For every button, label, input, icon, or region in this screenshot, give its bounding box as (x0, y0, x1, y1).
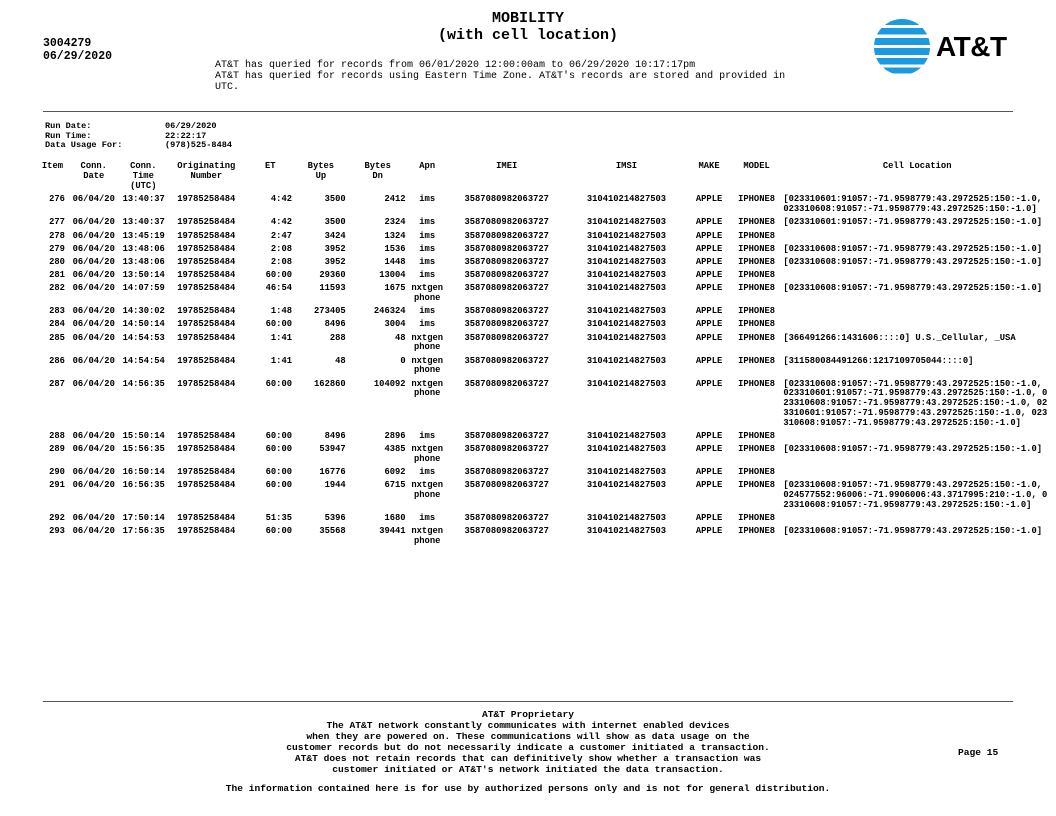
table-row (38, 284, 1053, 307)
imsi-cell: 310410214827503 (586, 283, 667, 294)
model-cell: IPHONE8 (738, 526, 776, 537)
table-row (38, 245, 1053, 258)
bytes-up-cell: 8496 (324, 431, 346, 442)
originating-number-cell: 19785258484 (177, 306, 236, 317)
originating-number-cell: 19785258484 (177, 431, 236, 442)
table-row (38, 218, 1053, 231)
notice-line: customer initiated or AT&T's network initiated the data transaction. (332, 764, 724, 775)
bytes-dn-cell: 0 (400, 355, 406, 366)
originating-number-cell: 19785258484 (177, 319, 236, 330)
originating-number-cell: 19785258484 (177, 217, 236, 228)
originating-number-cell: 19785258484 (177, 355, 236, 366)
att-logo-text: AT&T (936, 31, 1007, 62)
model-cell: IPHONE8 (738, 480, 776, 491)
apn-cell: ims (419, 194, 436, 205)
item-cell: 285 (49, 332, 65, 343)
bytes-up-cell: 35568 (319, 526, 346, 537)
originating-number-cell: 19785258484 (177, 526, 236, 537)
bytes-up-cell: 3424 (324, 230, 346, 241)
cell-location-cell: [023310608:91057:-71.9598779:43.2972525:150:-1.0] (783, 256, 1043, 267)
originating-number-cell: 19785258484 (177, 467, 236, 478)
conn-time-cell: 16:56:35 (122, 480, 165, 491)
cell-location-cell: [023310601:91057:-71.9598779:43.2972525:150:-1.0, 023310608:91057:-71.9598779:43.2972525:150:-1.0] (783, 194, 1043, 215)
et-cell: 2:08 (270, 256, 293, 267)
make-cell: APPLE (695, 480, 723, 491)
footer-divider (43, 701, 1013, 702)
imei-cell: 3587080982063727 (464, 319, 549, 330)
query-description (215, 60, 855, 93)
table-row (38, 320, 1053, 333)
att-globe-icon (872, 17, 932, 77)
imei-cell: 3587080982063727 (464, 243, 549, 254)
model-cell: IPHONE8 (738, 355, 776, 366)
col-imsi: IMSI (615, 161, 638, 171)
apn-cell: nxtgenphone (411, 355, 444, 376)
conn-time-cell: 14:56:35 (122, 378, 165, 389)
make-cell: APPLE (695, 256, 723, 267)
col-conn-time: Conn. Time (UTC) (130, 161, 157, 191)
imsi-cell: 310410214827503 (586, 217, 667, 228)
conn-date-cell: 06/04/20 (72, 431, 115, 442)
originating-number-cell: 19785258484 (177, 243, 236, 254)
et-cell: 2:08 (270, 243, 293, 254)
page-number: Page 15 (958, 747, 999, 758)
item-cell: 293 (49, 526, 65, 537)
conn-date-cell: 06/04/20 (72, 480, 115, 491)
make-cell: APPLE (695, 513, 723, 524)
item-cell: 292 (49, 513, 65, 524)
imsi-cell: 310410214827503 (586, 256, 667, 267)
col-bytes-dn: Bytes Dn (364, 161, 391, 181)
item-cell: 282 (49, 283, 65, 294)
bytes-dn-cell: 6715 (384, 480, 406, 491)
bytes-up-cell: 53947 (319, 444, 346, 455)
item-cell: 280 (49, 256, 65, 267)
apn-cell: ims (419, 256, 436, 267)
imei-cell: 3587080982063727 (464, 194, 549, 205)
imei-cell: 3587080982063727 (464, 355, 549, 366)
table-row (38, 445, 1053, 468)
imsi-cell: 310410214827503 (586, 243, 667, 254)
conn-time-cell: 13:50:14 (122, 270, 165, 281)
distribution-disclaimer: The information contained here is for use by authorized persons only and is not for general distribution. (225, 783, 831, 794)
query-line-3: UTC. (215, 82, 240, 93)
conn-date-cell: 06/04/20 (72, 217, 115, 228)
make-cell: APPLE (695, 230, 723, 241)
model-cell: IPHONE8 (738, 467, 776, 478)
bytes-dn-cell: 6092 (384, 467, 406, 478)
conn-time-cell: 16:50:14 (122, 467, 165, 478)
originating-number-cell: 19785258484 (177, 270, 236, 281)
cell-location-cell (781, 307, 1053, 320)
bytes-dn-cell: 1675 (384, 283, 406, 294)
conn-date-cell: 06/04/20 (72, 513, 115, 524)
att-logo (872, 17, 1012, 77)
col-bytes-up: Bytes Up (307, 161, 335, 181)
bytes-up-cell: 288 (329, 332, 346, 343)
bytes-up-cell: 48 (335, 355, 346, 366)
cell-location-cell: [023310608:91057:-71.9598779:43.2972525:150:-1.0] (783, 526, 1043, 537)
bytes-dn-cell: 4385 (384, 444, 406, 455)
make-cell: APPLE (695, 467, 723, 478)
notice-line: customer records but do not necessarily indicate a customer initiated a transaction. (286, 742, 770, 753)
apn-cell: ims (419, 431, 436, 442)
item-cell: 278 (49, 230, 65, 241)
conn-date-cell: 06/04/20 (72, 270, 115, 281)
et-cell: 60:00 (265, 480, 293, 491)
imei-cell: 3587080982063727 (464, 480, 549, 491)
notice-line: The AT&T network constantly communicates with internet enabled devices (326, 720, 730, 731)
apn-cell: ims (419, 230, 436, 241)
col-et: ET (265, 161, 276, 171)
col-conn-date: Conn. Date (80, 161, 107, 181)
make-cell: APPLE (695, 526, 723, 537)
table-row (38, 334, 1053, 357)
bytes-up-cell: 1944 (324, 480, 346, 491)
bytes-dn-cell: 13004 (379, 270, 406, 281)
originating-number-cell: 19785258484 (177, 513, 236, 524)
col-item: Item (41, 161, 64, 171)
col-apn: Apn (419, 161, 436, 171)
item-cell: 288 (49, 431, 65, 442)
make-cell: APPLE (695, 332, 723, 343)
bytes-dn-cell: 1536 (384, 243, 406, 254)
imsi-cell: 310410214827503 (586, 444, 667, 455)
imei-cell: 3587080982063727 (464, 526, 549, 537)
model-cell: IPHONE8 (738, 256, 776, 267)
make-cell: APPLE (695, 194, 723, 205)
model-cell: IPHONE8 (738, 217, 776, 228)
header-divider (43, 111, 1013, 112)
bytes-up-cell: 273405 (314, 306, 346, 317)
bytes-up-cell: 16776 (319, 467, 346, 478)
model-cell: IPHONE8 (738, 306, 776, 317)
report-date: 06/29/2020 (43, 50, 113, 63)
imei-cell: 3587080982063727 (464, 467, 549, 478)
originating-number-cell: 19785258484 (177, 230, 236, 241)
conn-time-cell: 14:50:14 (122, 319, 165, 330)
title-line-1: MOBILITY (491, 10, 564, 27)
item-cell: 291 (49, 480, 65, 491)
make-cell: APPLE (695, 283, 723, 294)
bytes-up-cell: 5396 (324, 513, 346, 524)
conn-time-cell: 13:40:37 (122, 217, 165, 228)
col-cell-location: Cell Location (882, 161, 952, 171)
et-cell: 2:47 (270, 230, 293, 241)
model-cell: IPHONE8 (738, 270, 776, 281)
imei-cell: 3587080982063727 (464, 306, 549, 317)
apn-cell: ims (419, 513, 436, 524)
et-cell: 60:00 (265, 378, 293, 389)
conn-date-cell: 06/04/20 (72, 378, 115, 389)
imsi-cell: 310410214827503 (586, 319, 667, 330)
imei-cell: 3587080982063727 (464, 230, 549, 241)
apn-cell: ims (419, 306, 436, 317)
col-originating-number: Originating Number (177, 161, 236, 181)
conn-date-cell: 06/04/20 (72, 355, 115, 366)
item-cell: 286 (49, 355, 65, 366)
item-cell: 290 (49, 467, 65, 478)
conn-time-cell: 15:50:14 (122, 431, 165, 442)
item-cell: 283 (49, 306, 65, 317)
cell-location-cell (781, 232, 1053, 245)
imei-cell: 3587080982063727 (464, 513, 549, 524)
bytes-up-cell: 8496 (324, 319, 346, 330)
apn-cell: nxtgenphone (411, 444, 444, 464)
proprietary-notice (0, 709, 1056, 775)
imei-cell: 3587080982063727 (464, 270, 549, 281)
item-cell: 284 (49, 319, 65, 330)
et-cell: 4:42 (270, 194, 293, 205)
cell-location-cell: [023310601:91057:-71.9598779:43.2972525:150:-1.0] (783, 217, 1043, 228)
bytes-dn-cell: 2412 (384, 194, 406, 205)
imsi-cell: 310410214827503 (586, 194, 667, 205)
table-row (38, 481, 1053, 514)
bytes-dn-cell: 48 (395, 332, 406, 343)
conn-time-cell: 13:48:06 (122, 256, 165, 267)
bytes-up-cell: 3500 (324, 217, 346, 228)
bytes-up-cell: 3952 (324, 256, 346, 267)
apn-cell: nxtgenphone (411, 526, 444, 547)
et-cell: 46:54 (265, 283, 293, 294)
query-line-1: AT&T has queried for records from 06/01/2020 12:00:00am to 06/29/2020 10:17:17pm (215, 60, 696, 71)
cell-location-cell: [023310608:91057:-71.9598779:43.2972525:150:-1.0] (783, 243, 1043, 254)
conn-time-cell: 13:48:06 (122, 243, 165, 254)
run-info (45, 122, 232, 151)
imsi-cell: 310410214827503 (586, 378, 667, 389)
item-cell: 277 (49, 217, 65, 228)
model-cell: IPHONE8 (738, 513, 776, 524)
run-date-value: 06/29/2020 (165, 121, 217, 131)
table-header (38, 162, 1053, 191)
cell-location-cell: [023310608:91057:-71.9598779:43.2972525:150:-1.0] (783, 283, 1043, 294)
bytes-dn-cell: 2896 (384, 431, 406, 442)
item-cell: 276 (49, 194, 65, 205)
imei-cell: 3587080982063727 (464, 431, 549, 442)
et-cell: 1:48 (270, 306, 293, 317)
cell-location-cell: [023310608:91057:-71.9598779:43.2972525:150:-1.0, 024577552:96006:-71.9906006:43.3717995:210:-1.0, 023310608:91057:-71.9598779:43.2972525:150:-1.0] (783, 480, 1048, 510)
conn-time-cell: 15:56:35 (122, 444, 165, 455)
conn-date-cell: 06/04/20 (72, 243, 115, 254)
apn-cell: ims (419, 217, 436, 228)
bytes-up-cell: 162860 (314, 378, 346, 389)
conn-date-cell: 06/04/20 (72, 526, 115, 537)
model-cell: IPHONE8 (738, 283, 776, 294)
et-cell: 60:00 (265, 526, 293, 537)
notice-line: AT&T does not retain records that can definitively show whether a transaction was (294, 753, 762, 764)
data-usage-value: (978)525-8484 (165, 140, 233, 151)
originating-number-cell: 19785258484 (177, 480, 236, 491)
run-time-value: 22:22:17 (165, 130, 207, 141)
item-cell: 279 (49, 243, 65, 254)
originating-number-cell: 19785258484 (177, 194, 236, 205)
records-body (38, 195, 1053, 550)
imsi-cell: 310410214827503 (586, 306, 667, 317)
cell-location-cell: [366491266:1431606::::0] U.S._Cellular, _USA (783, 332, 1016, 343)
apn-cell: ims (419, 270, 436, 281)
model-cell: IPHONE8 (738, 332, 776, 343)
originating-number-cell: 19785258484 (177, 332, 236, 343)
conn-date-cell: 06/04/20 (72, 194, 115, 205)
records-table (38, 162, 1053, 550)
imei-cell: 3587080982063727 (464, 444, 549, 455)
reference-number: 3004279 (43, 37, 92, 50)
bytes-up-cell: 29360 (319, 270, 346, 281)
col-model: MODEL (743, 161, 770, 171)
make-cell: APPLE (695, 306, 723, 317)
bytes-up-cell: 3500 (324, 194, 346, 205)
conn-time-cell: 13:45:19 (122, 230, 165, 241)
apn-cell: ims (419, 243, 436, 254)
imsi-cell: 310410214827503 (586, 332, 667, 343)
col-imei: IMEI (496, 161, 518, 171)
conn-date-cell: 06/04/20 (72, 319, 115, 330)
make-cell: APPLE (695, 270, 723, 281)
bytes-up-cell: 3952 (324, 243, 346, 254)
et-cell: 60:00 (265, 444, 293, 455)
make-cell: APPLE (695, 243, 723, 254)
make-cell: APPLE (695, 378, 723, 389)
imsi-cell: 310410214827503 (586, 526, 667, 537)
conn-date-cell: 06/04/20 (72, 444, 115, 455)
et-cell: 60:00 (265, 270, 293, 281)
conn-time-cell: 14:30:02 (122, 306, 165, 317)
imsi-cell: 310410214827503 (586, 480, 667, 491)
model-cell: IPHONE8 (738, 319, 776, 330)
et-cell: 1:41 (270, 355, 293, 366)
conn-date-cell: 06/04/20 (72, 283, 115, 294)
query-line-2: AT&T has queried for records using Eastern Time Zone. AT&T's records are stored and provided in (215, 71, 786, 82)
bytes-up-cell: 11593 (319, 283, 346, 294)
apn-cell: nxtgenphone (411, 378, 444, 399)
model-cell: IPHONE8 (738, 194, 776, 205)
imei-cell: 3587080982063727 (464, 256, 549, 267)
apn-cell: nxtgenphone (411, 332, 444, 353)
bytes-dn-cell: 104092 (373, 378, 406, 389)
run-date-label: Run Date: (45, 121, 92, 131)
model-cell: IPHONE8 (738, 378, 776, 389)
apn-cell: ims (419, 467, 436, 478)
table-row (38, 195, 1053, 218)
originating-number-cell: 19785258484 (177, 256, 236, 267)
make-cell: APPLE (695, 431, 723, 442)
item-cell: 287 (49, 378, 65, 389)
conn-time-cell: 13:40:37 (122, 194, 165, 205)
imsi-cell: 310410214827503 (586, 467, 667, 478)
imsi-cell: 310410214827503 (586, 270, 667, 281)
bytes-dn-cell: 246324 (373, 306, 406, 317)
item-cell: 289 (49, 444, 65, 455)
et-cell: 60:00 (265, 467, 293, 478)
conn-time-cell: 17:50:14 (122, 513, 165, 524)
make-cell: APPLE (695, 444, 723, 455)
table-row (38, 380, 1053, 432)
imei-cell: 3587080982063727 (464, 332, 549, 343)
data-usage-label: Data Usage For: (45, 140, 123, 151)
apn-cell: nxtgenphone (411, 480, 444, 501)
title-line-2: (with cell location) (437, 27, 619, 44)
imei-cell: 3587080982063727 (464, 283, 549, 294)
conn-date-cell: 06/04/20 (72, 332, 115, 343)
conn-time-cell: 14:07:59 (122, 283, 165, 294)
model-cell: IPHONE8 (738, 230, 776, 241)
et-cell: 51:35 (265, 513, 293, 524)
table-row (38, 527, 1053, 550)
originating-number-cell: 19785258484 (177, 444, 236, 455)
model-cell: IPHONE8 (738, 243, 776, 254)
cell-location-cell: [023310608:91057:-71.9598779:43.2972525:150:-1.0] (783, 444, 1043, 455)
bytes-dn-cell: 1324 (384, 230, 406, 241)
et-cell: 60:00 (265, 431, 293, 442)
notice-line: when they are powered on. These communications will show as data usage on the (306, 731, 750, 742)
conn-date-cell: 06/04/20 (72, 230, 115, 241)
bytes-dn-cell: 1448 (384, 256, 406, 267)
table-row (38, 232, 1053, 245)
bytes-dn-cell: 3004 (384, 319, 406, 330)
apn-cell: nxtgenphone (411, 283, 444, 304)
apn-cell: ims (419, 319, 436, 330)
conn-time-cell: 14:54:54 (122, 355, 165, 366)
table-row (38, 357, 1053, 380)
et-cell: 60:00 (265, 319, 293, 330)
originating-number-cell: 19785258484 (177, 283, 236, 294)
conn-time-cell: 17:56:35 (122, 526, 165, 537)
col-make: MAKE (698, 161, 720, 171)
imsi-cell: 310410214827503 (586, 230, 667, 241)
bytes-dn-cell: 1680 (384, 513, 406, 524)
conn-date-cell: 06/04/20 (72, 306, 115, 317)
cell-location-cell (781, 320, 1053, 333)
conn-date-cell: 06/04/20 (72, 467, 115, 478)
item-cell: 281 (49, 270, 65, 281)
imei-cell: 3587080982063727 (464, 378, 549, 389)
cell-location-cell: [023310608:91057:-71.9598779:43.2972525:150:-1.0, 023310601:91057:-71.9598779:43.2972525:150:-1.0, 023310608:91057:-71.9598779:43.2972525:150:-1.0, 023310601:91057:-71.9598779:43.2972525:150:-1.0, 023310608:91057:-71.9598779:43.2972525:150:-1.0] (783, 378, 1048, 428)
imsi-cell: 310410214827503 (586, 355, 667, 366)
imsi-cell: 310410214827503 (586, 513, 667, 524)
conn-time-cell: 14:54:53 (122, 332, 165, 343)
model-cell: IPHONE8 (738, 431, 776, 442)
et-cell: 4:42 (270, 217, 293, 228)
bytes-dn-cell: 2324 (384, 217, 406, 228)
conn-date-cell: 06/04/20 (72, 256, 115, 267)
make-cell: APPLE (695, 217, 723, 228)
originating-number-cell: 19785258484 (177, 378, 236, 389)
cell-location-cell: [311580084491266:1217109705044::::0] (783, 355, 974, 366)
make-cell: APPLE (695, 355, 723, 366)
run-time-label: Run Time: (45, 130, 92, 141)
imei-cell: 3587080982063727 (464, 217, 549, 228)
model-cell: IPHONE8 (738, 444, 776, 455)
notice-title: AT&T Proprietary (481, 709, 575, 720)
bytes-dn-cell: 39441 (379, 526, 406, 537)
et-cell: 1:41 (270, 332, 293, 343)
make-cell: APPLE (695, 319, 723, 330)
imsi-cell: 310410214827503 (586, 431, 667, 442)
